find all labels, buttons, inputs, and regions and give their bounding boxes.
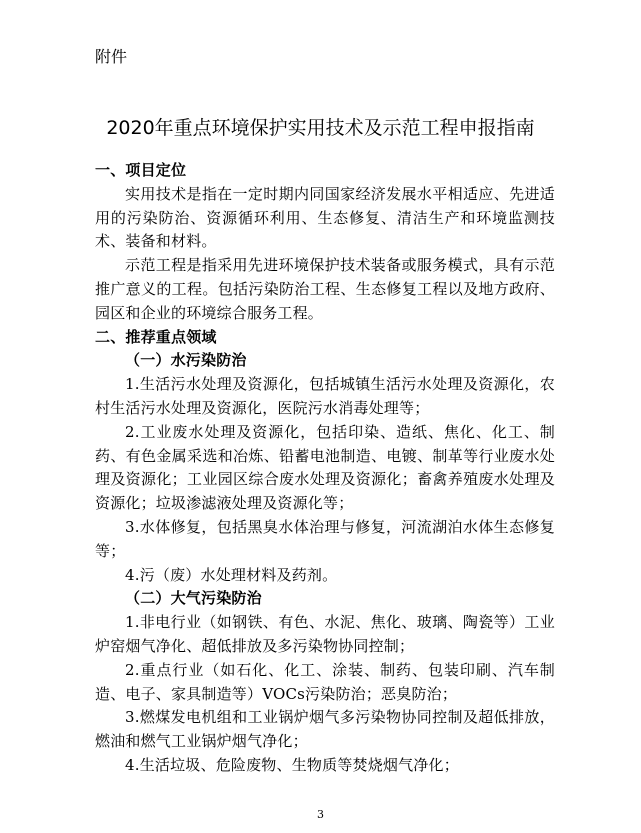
section-heading: 二、推荐重点领域 xyxy=(95,327,217,346)
paragraph: 2.工业废水处理及资源化，包括印染、造纸、焦化、化工、制药、有色金属采选和冶炼、铅蓄电池制造、电镀、制革等行业废水处理及资源化；工业园区综合废水处理及资源化；畜禽养殖废水处理及资源化；垃圾渗滤液处理及资源化等； xyxy=(95,422,555,513)
paragraph: 1.生活污水处理及资源化，包括城镇生活污水处理及资源化，农村生活污水处理及资源化，医院污水消毒处理等； xyxy=(95,375,555,417)
page-number: 3 xyxy=(317,808,324,821)
section-heading: 一、项目定位 xyxy=(95,161,187,179)
subsection-heading: （一）水污染防治 xyxy=(125,351,247,370)
paragraph: 示范工程是指采用先进环境保护技术装备或服务模式，具有示范推广意义的工程。包括污染防治工程、生态修复工程以及地方政府、园区和企业的环境综合服务工程。 xyxy=(95,256,555,322)
paragraph: 3.水体修复，包括黑臭水体治理与修复，河流湖泊水体生态修复等； xyxy=(95,517,555,560)
paragraph: 4.污（废）水处理材料及药剂。 xyxy=(125,565,338,584)
paragraph: 3.燃煤发电机组和工业锅炉烟气多污染物协同控制及超低排放，燃油和燃气工业锅炉烟气净化； xyxy=(95,708,555,751)
paragraph: 1.非电行业（如钢铁、有色、水泥、焦化、玻璃、陶瓷等）工业炉窑烟气净化、超低排放及多污染物协同控制； xyxy=(95,613,555,655)
document-body xyxy=(95,159,555,778)
document-title: 2020年重点环境保护实用技术及示范工程申报指南 xyxy=(106,117,535,139)
subsection-heading: （二）大气污染防治 xyxy=(125,589,262,608)
paragraph: 2.重点行业（如石化、化工、涂装、制药、包装印刷、汽车制造、电子、家具制造等）VOCs污染防治；恶臭防治； xyxy=(95,660,555,703)
paragraph: 实用技术是指在一定时期内同国家经济发展水平相适应、先进适用的污染防治、资源循环利用、生态修复、清洁生产和环境监测技术、装备和材料。 xyxy=(95,184,555,251)
annex-label: 附件 xyxy=(95,47,128,66)
paragraph: 4.生活垃圾、危险废物、生物质等焚烧烟气净化； xyxy=(125,755,459,774)
